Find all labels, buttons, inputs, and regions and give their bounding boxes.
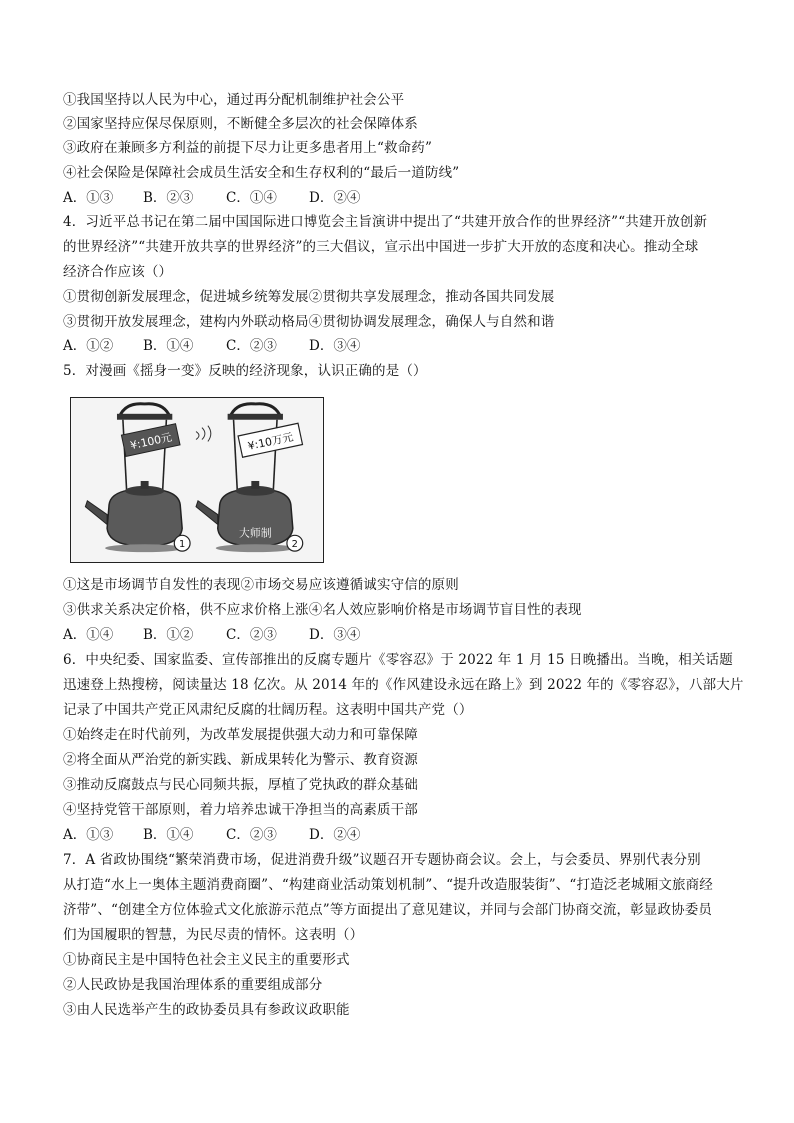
- q5-option-line-1: ①这是市场调节自发性的表现②市场交易应该遵循诚实守信的原则: [63, 577, 459, 593]
- choice-d: D．③④: [309, 627, 361, 643]
- q6-stem-line-3: 记录了中国共产党正风肃纪反腐的壮阔历程。这表明中国共产党（）: [63, 702, 473, 718]
- q4-stem-line-3: 经济合作应该（）: [63, 264, 173, 280]
- choice-a: A．①③: [63, 190, 114, 206]
- q4-stem-line-2: 的世界经济”“共建开放共享的世界经济”的三大倡议，宣示出中国进一步扩大开放的态度和决心。推动全球: [63, 239, 699, 255]
- q5-option-line-2: ③供求关系决定价格，供不应求价格上涨④名人效应影响价格是市场调节盲目性的表现: [63, 602, 582, 618]
- choice-d: D．③④: [309, 338, 361, 354]
- choice-a: A．①④: [63, 627, 114, 643]
- choice-d: D．②④: [309, 190, 361, 206]
- choice-b: B．①②: [143, 627, 194, 643]
- choice-b: B．①④: [143, 827, 194, 843]
- q6-option-1: ①始终走在时代前列，为改革发展提供强大动力和可靠保障: [63, 727, 418, 743]
- q3-option-4: ④社会保险是保障社会成员生活安全和生存权利的“最后一道防线”: [63, 165, 460, 181]
- q7-stem-line-4: 们为国履职的智慧，为民尽责的情怀。这表明（）: [63, 927, 364, 943]
- q7-stem-line-2: 从打造“水上一奥体主题消费商圈”、“构建商业活动策划机制”、“提升改造服装街”、“打造泛老城厢文旅商经: [63, 877, 713, 893]
- choice-d: D．②④: [309, 827, 361, 843]
- q5-stem: 5．对漫画《摇身一变》反映的经济现象，认识正确的是（）: [63, 363, 427, 379]
- choice-b: B．②③: [143, 190, 194, 206]
- left-price-text: ¥:100元: [129, 430, 173, 453]
- cartoon-figure: [70, 397, 324, 563]
- choice-a: A．①②: [63, 338, 114, 354]
- q6-stem-line-1: 6．中央纪委、国家监委、宣传部推出的反腐专题片《零容忍》于 2022 年 1 月 15 日晚播出。当晚，相关话题: [63, 652, 733, 668]
- q7-stem-line-1: 7．A 省政协围绕“繁荣消费市场，促进消费升级”议题召开专题协商会议。会上，与会委员、界别代表分别: [63, 852, 701, 868]
- left-kettle-number: 1: [179, 539, 186, 551]
- right-kettle-number: 2: [291, 539, 298, 551]
- q7-option-3: ③由人民选举产生的政协委员具有参政议政职能: [63, 1002, 350, 1018]
- q4-option-line-2: ③贯彻开放发展理念，建构内外联动格局④贯彻协调发展理念，确保人与自然和谐: [63, 314, 555, 330]
- q3-option-1: ①我国坚持以人民为中心，通过再分配机制维护社会公平: [63, 92, 405, 108]
- q4-stem-line-1: 4．习近平总书记在第二届中国国际进口博览会主旨演讲中提出了“共建开放合作的世界经济”“共建开放创新: [63, 214, 708, 230]
- choice-c: C．②③: [226, 827, 277, 843]
- q4-choices: [63, 336, 360, 356]
- q3-option-3: ③政府在兼顾多方利益的前提下尽力让更多患者用上“救命药”: [63, 140, 433, 156]
- choice-c: C．①④: [226, 190, 277, 206]
- q6-choices: [63, 825, 360, 845]
- q7-option-1: ①协商民主是中国特色社会主义民主的重要形式: [63, 952, 350, 968]
- choice-c: C．②③: [226, 338, 277, 354]
- q7-option-2: ②人民政协是我国治理体系的重要组成部分: [63, 977, 323, 993]
- q4-option-line-1: ①贯彻创新发展理念，促进城乡统筹发展②贯彻共享发展理念，推动各国共同发展: [63, 289, 555, 305]
- q6-stem-line-2: 迅速登上热搜榜，阅读量达 18 亿次。从 2014 年的《作风建设永远在路上》到 2022 年的《零容忍》，八部大片: [63, 677, 744, 693]
- choice-b: B．①④: [143, 338, 194, 354]
- q6-option-4: ④坚持党管干部原则，着力培养忠诚干净担当的高素质干部: [63, 802, 418, 818]
- choice-a: A．①③: [63, 827, 114, 843]
- q6-option-2: ②将全面从严治党的新实践、新成果转化为警示、教育资源: [63, 752, 418, 768]
- q5-choices: [63, 625, 360, 645]
- q3-option-2: ②国家坚持应保尽保原则，不断健全多层次的社会保障体系: [63, 116, 418, 132]
- right-price-text: ¥:10万元: [246, 430, 295, 453]
- q6-option-3: ③推动反腐鼓点与民心同频共振，厚植了党执政的群众基础: [63, 777, 418, 793]
- pot-label: 大师制: [238, 526, 272, 540]
- q3-choices: [63, 188, 360, 208]
- choice-c: C．②③: [226, 627, 277, 643]
- q7-stem-line-3: 济带”、“创建全方位体验式文化旅游示范点”等方面提出了意见建议，并同与会部门协商交流，彰显政协委员: [63, 902, 713, 918]
